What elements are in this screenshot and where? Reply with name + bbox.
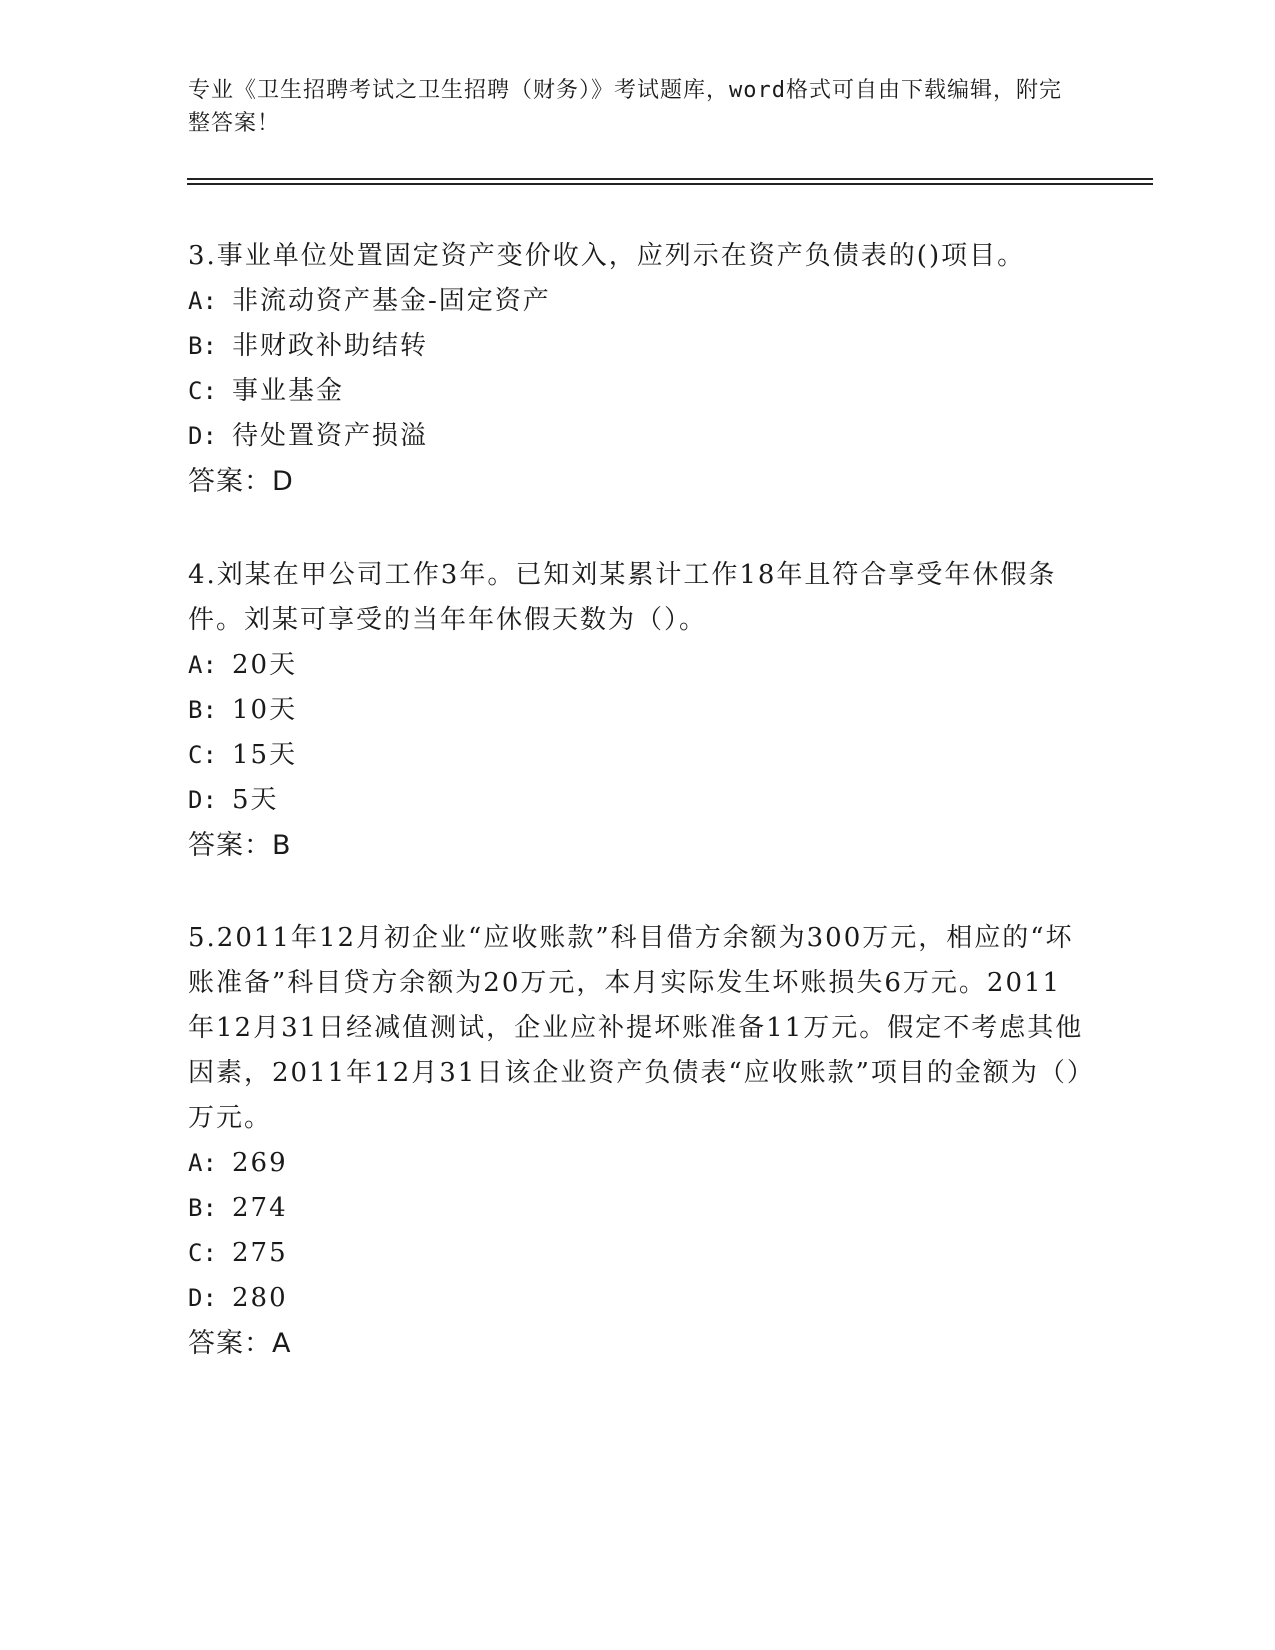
option-b (188, 688, 1088, 733)
option-d (188, 778, 1088, 823)
option-text: 非流动资产基金-固定资产 (232, 286, 551, 316)
option-d (188, 1276, 1088, 1321)
option-key: D: (188, 1284, 217, 1312)
question-5 (188, 916, 1088, 1366)
option-a (188, 643, 1088, 688)
option-text: 15天 (232, 740, 298, 770)
option-key: A: (188, 287, 217, 315)
option-a (188, 279, 1088, 324)
option-key: D: (188, 786, 217, 814)
header-divider-top (187, 178, 1153, 180)
option-key: B: (188, 696, 217, 724)
option-key: C: (188, 377, 217, 405)
question-stem: 5.2011年12月初企业“应收账款”科目借方余额为300万元，相应的“坏账准备”科目贷方余额为20万元，本月实际发生坏账损失6万元。2011年12月31日经减值测试，企业应补提坏账准备11万元。假定不考虑其他因素，2011年12月31日该企业资产负债表“应收账款”项目的金额为（）万元。 (188, 923, 1084, 1133)
option-b (188, 324, 1088, 369)
option-key: B: (188, 1194, 217, 1222)
option-text: 非财政补助结转 (232, 331, 429, 361)
option-text: 274 (232, 1193, 288, 1223)
answer-line: 答案：D (188, 466, 294, 497)
option-text: 10天 (232, 695, 298, 725)
option-a (188, 1141, 1088, 1186)
option-key: C: (188, 1239, 217, 1267)
question-stem: 3.事业单位处置固定资产变价收入，应列示在资产负债表的()项目。 (188, 241, 1026, 271)
option-d (188, 414, 1088, 459)
option-c (188, 369, 1088, 414)
answer-line: 答案：B (188, 830, 292, 861)
option-text: 5天 (232, 785, 279, 815)
option-text: 280 (232, 1283, 288, 1313)
option-key: A: (188, 651, 217, 679)
option-text: 待处置资产损溢 (232, 421, 429, 451)
option-b (188, 1186, 1088, 1231)
answer-line: 答案：A (188, 1328, 292, 1359)
option-key: C: (188, 741, 217, 769)
option-text: 269 (232, 1148, 288, 1178)
option-key: B: (188, 332, 217, 360)
option-c (188, 1231, 1088, 1276)
document-header: 专业《卫生招聘考试之卫生招聘（财务）》考试题库，word格式可自由下载编辑，附完整答案！ (188, 78, 1062, 136)
option-text: 275 (232, 1238, 288, 1268)
option-key: D: (188, 422, 217, 450)
question-stem: 4.刘某在甲公司工作3年。已知刘某累计工作18年且符合享受年休假条件。刘某可享受的当年年休假天数为（）。 (188, 560, 1057, 635)
question-3 (188, 234, 1088, 504)
question-4 (188, 553, 1088, 868)
option-key: A: (188, 1149, 217, 1177)
header-divider-bottom (187, 183, 1153, 185)
option-text: 20天 (232, 650, 298, 680)
option-text: 事业基金 (232, 376, 345, 406)
option-c (188, 733, 1088, 778)
